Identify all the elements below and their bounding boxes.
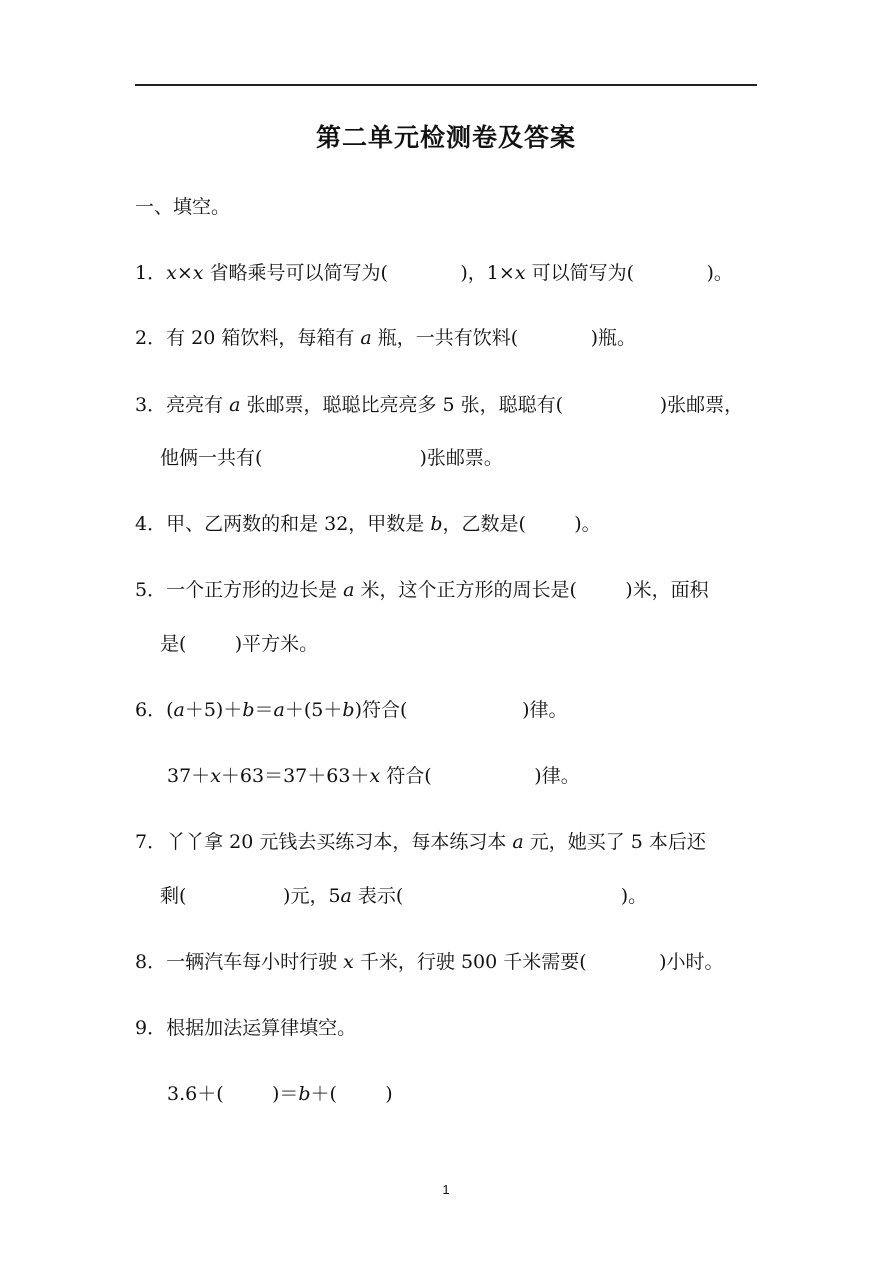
question-5: 5．一个正方形的边长是 a 米，这个正方形的周长是( )米，面积 xyxy=(135,579,709,601)
question-6: 6．(a＋5)＋b＝a＋(5＋b)符合( )律。 xyxy=(135,699,568,721)
question-6-line-2: 37＋x＋63＝37＋63＋x 符合( )律。 xyxy=(167,765,580,787)
question-2: 2．有 20 箱饮料，每箱有 a 瓶，一共有饮料( )瓶。 xyxy=(135,327,637,349)
question-3-line-2: 他俩一共有( )张邮票。 xyxy=(160,447,503,469)
question-4: 4．甲、乙两数的和是 32，甲数是 b，乙数是( )。 xyxy=(135,513,601,535)
page-title: 第二单元检测卷及答案 xyxy=(315,123,576,152)
question-7-line-2: 剩( )元，5a 表示( )。 xyxy=(160,885,648,907)
header-rule xyxy=(135,84,757,86)
question-1: 1．x×x 省略乘号可以简写为( )，1×x 可以简写为( )。 xyxy=(135,262,733,284)
question-8: 8．一辆汽车每小时行驶 x 千米，行驶 500 千米需要( )小时。 xyxy=(135,951,724,973)
question-9: 9．根据加法运算律填空。 xyxy=(135,1017,357,1039)
question-3: 3．亮亮有 a 张邮票，聪聪比亮亮多 5 张，聪聪有( )张邮票， xyxy=(135,394,744,416)
question-5-line-2: 是( )平方米。 xyxy=(160,633,319,655)
question-7: 7．丫丫拿 20 元钱去买练习本，每本练习本 a 元，她买了 5 本后还 xyxy=(135,831,706,853)
question-9-line-2: 3.6＋( )＝b＋( ) xyxy=(167,1083,393,1105)
section-heading: 一、填空。 xyxy=(135,196,231,218)
page-number: 1 xyxy=(442,1182,450,1197)
